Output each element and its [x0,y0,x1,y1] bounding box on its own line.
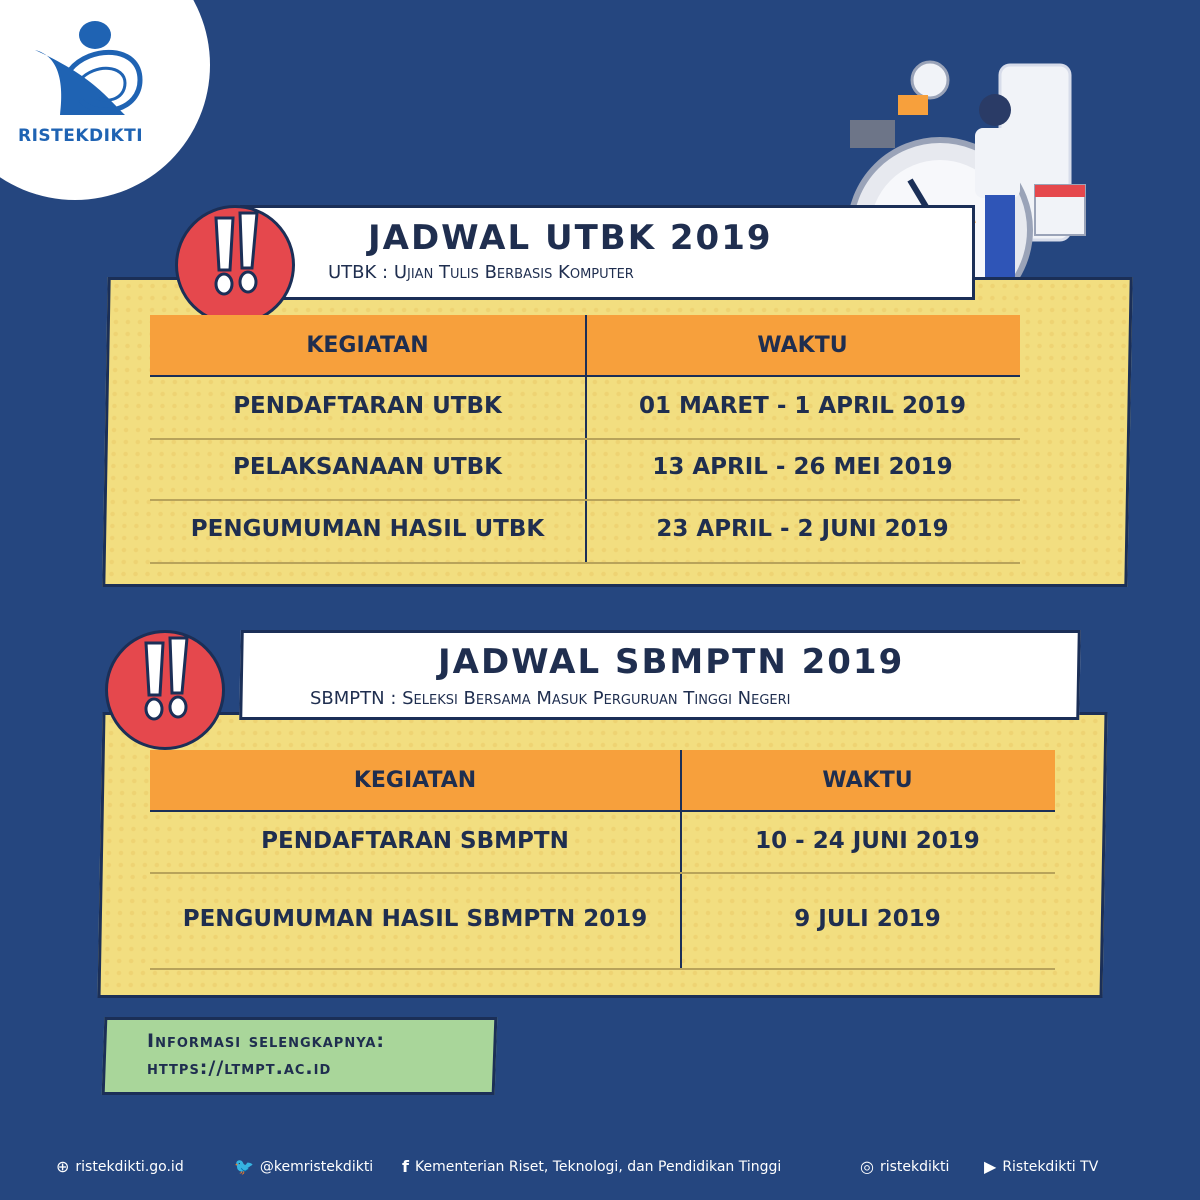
logo-text: RISTEKDIKTI [18,126,144,146]
utbk-row-activity: PENGUMUMAN HASIL UTBK [190,516,545,542]
sbmptn-title: JADWAL SBMPTN 2019 [438,642,905,682]
info-label: Informasi selengkapnya: [147,1030,386,1052]
utbk-row-divider [150,499,1020,501]
footer-youtube-text: Ristekdikti TV [1002,1158,1099,1175]
sbmptn-row-divider [150,872,1055,874]
twitter-icon: 🐦 [234,1157,254,1176]
youtube-icon: ▶ [984,1157,997,1176]
sbmptn-row-activity: PENGUMUMAN HASIL SBMPTN 2019 [182,906,648,932]
utbk-header-waktu: WAKTU [757,333,848,358]
utbk-row-time: 01 MARET - 1 APRIL 2019 [639,393,966,419]
facebook-icon: f [402,1157,409,1176]
footer-website-text: ristekdikti.go.id [75,1158,184,1175]
utbk-row-activity: PELAKSANAAN UTBK [232,454,503,480]
globe-icon: ⊕ [56,1157,70,1176]
instagram-icon: ◎ [860,1157,874,1176]
sbmptn-row-activity: PENDAFTARAN SBMPTN [261,828,569,854]
info-box [102,1017,498,1095]
footer-instagram[interactable] [860,1157,949,1176]
sbmptn-row-divider [150,968,1055,970]
sbmptn-header-kegiatan: KEGIATAN [353,768,477,793]
sbmptn-row-time: 10 - 24 JUNI 2019 [755,828,980,854]
footer-twitter[interactable] [234,1157,373,1176]
utbk-header-kegiatan: KEGIATAN [306,333,429,358]
utbk-row-time: 23 APRIL - 2 JUNI 2019 [656,516,949,542]
footer-website[interactable] [56,1157,184,1176]
utbk-row-activity: PENDAFTARAN UTBK [233,393,502,419]
exclamation-icon [175,205,295,325]
utbk-row-divider [150,438,1020,440]
exclamation-icon [105,630,225,750]
sbmptn-header-waktu: WAKTU [822,768,913,793]
utbk-row-divider [150,562,1020,564]
footer-youtube[interactable] [984,1157,1098,1176]
footer-facebook-text: Kementerian Riset, Teknologi, dan Pendidikan Tinggi [414,1158,782,1175]
utbk-title: JADWAL UTBK 2019 [368,218,773,258]
sbmptn-column-divider [680,750,682,968]
utbk-subtitle: UTBK : Ujian Tulis Berbasis Komputer [328,262,634,283]
sbmptn-row-time: 9 JULI 2019 [794,906,941,932]
footer-twitter-text: @kemristekdikti [259,1158,374,1175]
utbk-row-time: 13 APRIL - 26 MEI 2019 [652,454,953,480]
sbmptn-subtitle: SBMPTN : Seleksi Bersama Masuk Perguruan Tinggi Negeri [310,688,791,709]
info-link[interactable]: https://ltmpt.ac.id [147,1057,332,1079]
footer-facebook[interactable] [402,1157,781,1176]
ristekdikti-logo-icon [20,15,150,125]
footer-instagram-text: ristekdikti [879,1158,950,1175]
